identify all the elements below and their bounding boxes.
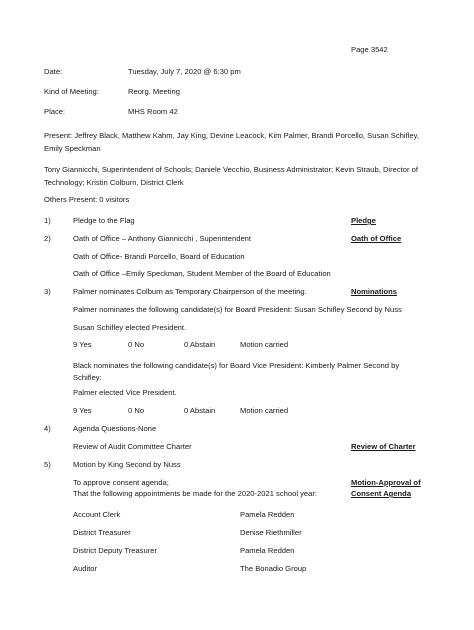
vote-2-result: Motion carried	[240, 406, 289, 415]
appointment-1-role: Account Clerk	[73, 510, 121, 519]
appointment-4-role: Auditor	[73, 564, 98, 573]
item-3-line-3: Black nominates the following candidate(s) for Board Vice President: Kimberly Palmer Second by Schifley:	[73, 361, 400, 382]
item-2-text: Oath of Office – Anthony Giannicchi , Superintendent	[73, 234, 252, 243]
others-present: Others Present: 0 visitors	[44, 195, 130, 204]
item-5-sub-1: To approve consent agenda;	[73, 478, 169, 487]
item-3-line-1: Palmer nominates the following candidate(s) for Board President: Susan Schifley Second by Nuss	[73, 305, 402, 314]
item-4-sub: Review of Audit Committee Charter	[73, 442, 192, 451]
place-value: MHS Room 42	[128, 107, 178, 116]
vote-1-abstain: 0 Abstain	[184, 340, 216, 349]
appointment-3-role: District Deputy Treasurer	[73, 546, 157, 555]
item-2-sub-2: Oath of Office –Emily Speckman, Student Member of the Board of Education	[73, 269, 331, 278]
item-3-text: Palmer nominates Colburn as Temporary Chairperson of the meeting.	[73, 287, 307, 296]
present-text: Present: Jeffrey Black, Matthew Kahm, Jay King, Devine Leacock, Kim Palmer, Brandi Porcello, Susan Schifley, Emily Speckman	[44, 131, 419, 153]
item-5-sub-2: That the following appointments be made for the 2020-2021 school year:	[73, 489, 317, 498]
appointment-4-name: The Bonadio Group	[240, 564, 307, 573]
appointment-2-role: District Treasurer	[73, 528, 131, 537]
vote-1-result: Motion carried	[240, 340, 289, 349]
vote-2-abstain: 0 Abstain	[184, 406, 216, 415]
item-1-text: Pledge to the Flag	[73, 216, 135, 225]
kind-label: Kind of Meeting:	[44, 87, 99, 96]
item-4-num: 4)	[44, 424, 51, 433]
appointment-3-name: Pamela Redden	[240, 546, 295, 555]
place-label: Place:	[44, 107, 66, 116]
kind-value: Reorg. Meeting	[128, 87, 180, 96]
item-5-tag-2: Consent Agenda	[351, 489, 412, 498]
item-5-num: 5)	[44, 460, 51, 469]
item-3-line-4: Palmer elected Vice President.	[73, 388, 177, 397]
item-2-tag: Oath of Office	[351, 234, 402, 243]
item-2-sub-1: Oath of Office- Brandi Porcello, Board of Education	[73, 252, 245, 261]
item-5-text: Motion by King Second by Nuss	[73, 460, 181, 469]
staff-text: Tony Giannicchi, Superintendent of Schools; Daniele Vecchio, Business Administrator; Kevin Straub, Director of Technology; Kristin Colburn, District Clerk	[44, 165, 418, 187]
item-2-num: 2)	[44, 234, 51, 243]
item-4-text: Agenda Questions-None	[73, 424, 157, 433]
date-label: Date:	[44, 67, 63, 76]
appointment-1-name: Pamela Redden	[240, 510, 295, 519]
vote-1-yes: 9 Yes	[73, 340, 92, 349]
item-3-num: 3)	[44, 287, 51, 296]
vote-2-yes: 9 Yes	[73, 406, 92, 415]
item-3-tag: Nominations	[351, 287, 397, 296]
item-4-tag: Review of Charter	[351, 442, 416, 451]
page-number: Page 3542	[351, 45, 388, 54]
item-5-tag-1: Motion-Approval of	[351, 478, 421, 487]
item-1-num: 1)	[44, 216, 51, 225]
item-3-line-2: Susan Schifley elected President.	[73, 323, 187, 332]
date-value: Tuesday, July 7, 2020 @ 6:30 pm	[128, 67, 241, 76]
appointment-2-name: Denise Riethmiller	[240, 528, 302, 537]
vote-1-no: 0 No	[128, 340, 145, 349]
vote-2-no: 0 No	[128, 406, 145, 415]
item-1-tag: Pledge	[351, 216, 376, 225]
